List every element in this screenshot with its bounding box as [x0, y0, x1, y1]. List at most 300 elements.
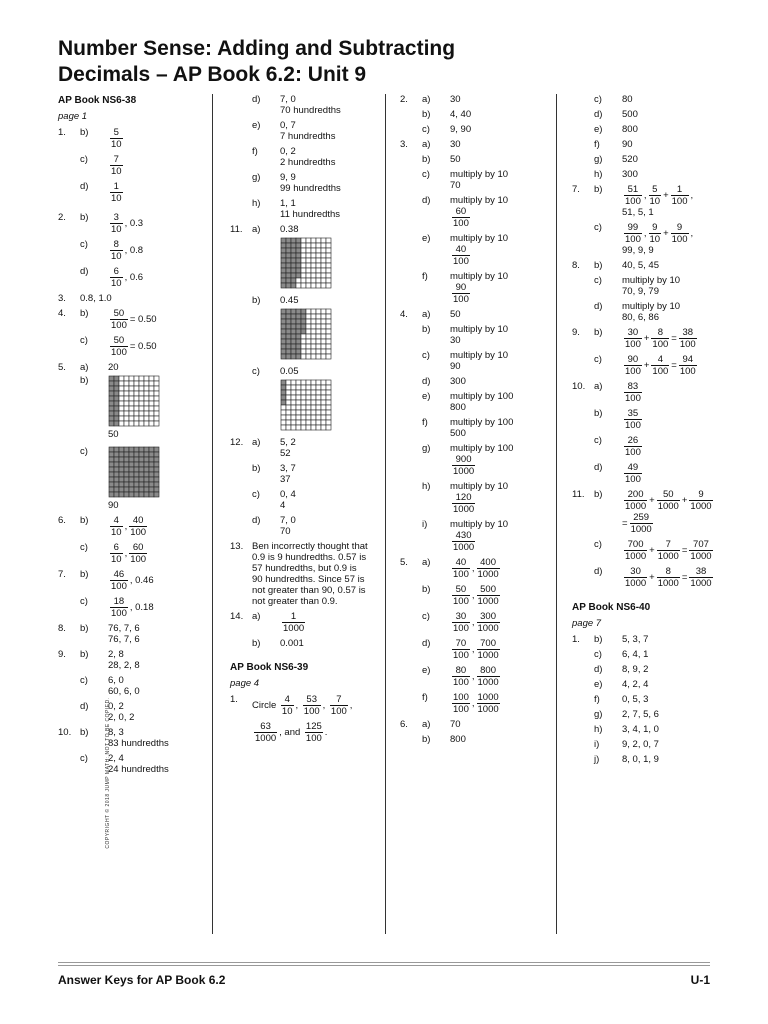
hundred-grid	[108, 446, 160, 498]
grid-cell	[114, 401, 119, 406]
grid-cell	[129, 386, 134, 391]
grid-cell	[154, 421, 159, 426]
grid-cell	[124, 401, 129, 406]
grid-cell	[149, 477, 154, 482]
grid-cell	[149, 472, 154, 477]
grid-cell	[321, 329, 326, 334]
footer-rule	[58, 965, 710, 966]
grid-cell	[326, 420, 331, 425]
grid-cell	[124, 452, 129, 457]
grid-cell	[134, 381, 139, 386]
grid-cell	[154, 406, 159, 411]
grid-cell	[144, 467, 149, 472]
grid-cell	[311, 268, 316, 273]
grid-cell	[281, 400, 286, 405]
grid-cell	[114, 391, 119, 396]
page-label: page 1	[58, 111, 88, 122]
grid-cell	[286, 309, 291, 314]
grid-cell	[154, 401, 159, 406]
grid-cell	[321, 395, 326, 400]
grid-cell	[286, 324, 291, 329]
grid-cell	[119, 462, 124, 467]
grid-cell	[119, 411, 124, 416]
grid-cell	[114, 457, 119, 462]
grid-cell	[124, 381, 129, 386]
grid-cell	[144, 452, 149, 457]
grid-cell	[281, 415, 286, 420]
grid-cell	[301, 268, 306, 273]
grid-cell	[129, 376, 134, 381]
grid-cell	[119, 447, 124, 452]
grid-cell	[144, 421, 149, 426]
grid-cell	[296, 283, 301, 288]
section-heading: AP Book NS6-39	[230, 662, 309, 673]
grid-cell	[149, 447, 154, 452]
grid-cell	[296, 319, 301, 324]
section-heading: AP Book NS6-40	[572, 602, 651, 613]
grid-cell	[286, 268, 291, 273]
grid-cell	[316, 253, 321, 258]
grid-cell	[291, 278, 296, 283]
grid-cell	[291, 273, 296, 278]
grid-cell	[114, 492, 119, 497]
grid-cell	[311, 349, 316, 354]
grid-cell	[311, 238, 316, 243]
grid-cell	[306, 319, 311, 324]
grid-cell	[306, 395, 311, 400]
grid-cell	[311, 410, 316, 415]
grid-cell	[296, 405, 301, 410]
grid-cell	[134, 462, 139, 467]
grid-cell	[129, 406, 134, 411]
grid-cell	[296, 329, 301, 334]
grid-cell	[281, 268, 286, 273]
grid-cell	[286, 238, 291, 243]
grid-cell	[296, 410, 301, 415]
grid-cell	[326, 380, 331, 385]
grid-cell	[114, 376, 119, 381]
grid-cell	[291, 349, 296, 354]
grid-cell	[154, 477, 159, 482]
grid-cell	[124, 386, 129, 391]
grid-cell	[139, 386, 144, 391]
grid-cell	[311, 248, 316, 253]
grid-cell	[119, 376, 124, 381]
grid-cell	[311, 395, 316, 400]
grid-cell	[149, 391, 154, 396]
grid-cell	[286, 425, 291, 430]
grid-cell	[306, 314, 311, 319]
grid-cell	[129, 492, 134, 497]
grid-cell	[306, 354, 311, 359]
grid-cell	[109, 396, 114, 401]
grid-cell	[296, 314, 301, 319]
grid-cell	[301, 248, 306, 253]
grid-cell	[311, 425, 316, 430]
grid-cell	[296, 344, 301, 349]
grid-cell	[149, 482, 154, 487]
fraction: $\frac{3}{10}$	[111, 212, 122, 235]
grid-cell	[311, 405, 316, 410]
grid-cell	[301, 253, 306, 258]
grid-cell	[119, 472, 124, 477]
grid-cell	[296, 253, 301, 258]
grid-cell	[316, 385, 321, 390]
grid-cell	[114, 462, 119, 467]
grid-cell	[316, 425, 321, 430]
grid-cell	[144, 487, 149, 492]
grid-cell	[134, 477, 139, 482]
grid-cell	[286, 385, 291, 390]
grid-cell	[286, 243, 291, 248]
grid-cell	[321, 425, 326, 430]
grid-cell	[316, 238, 321, 243]
grid-cell	[326, 415, 331, 420]
grid-cell	[124, 492, 129, 497]
grid-cell	[129, 457, 134, 462]
grid-cell	[124, 467, 129, 472]
grid-cell	[281, 390, 286, 395]
grid-cell	[326, 349, 331, 354]
grid-cell	[321, 344, 326, 349]
grid-cell	[296, 238, 301, 243]
grid-cell	[301, 390, 306, 395]
grid-cell	[139, 376, 144, 381]
grid-cell	[114, 406, 119, 411]
grid-cell	[119, 396, 124, 401]
grid-cell	[154, 381, 159, 386]
grid-cell	[114, 447, 119, 452]
grid-cell	[139, 447, 144, 452]
grid-cell	[291, 243, 296, 248]
grid-cell	[321, 380, 326, 385]
grid-cell	[296, 425, 301, 430]
grid-cell	[281, 309, 286, 314]
grid-cell	[301, 420, 306, 425]
grid-cell	[306, 283, 311, 288]
grid-cell	[326, 268, 331, 273]
grid-cell	[139, 391, 144, 396]
grid-cell	[321, 415, 326, 420]
grid-cell	[114, 477, 119, 482]
grid-cell	[306, 339, 311, 344]
grid-cell	[129, 396, 134, 401]
grid-cell	[154, 396, 159, 401]
grid-cell	[149, 386, 154, 391]
grid-cell	[296, 334, 301, 339]
grid-cell	[291, 324, 296, 329]
grid-cell	[144, 447, 149, 452]
grid-cell	[144, 416, 149, 421]
grid-cell	[291, 415, 296, 420]
grid-cell	[134, 386, 139, 391]
grid-cell	[119, 391, 124, 396]
grid-cell	[281, 344, 286, 349]
grid-cell	[326, 314, 331, 319]
grid-cell	[301, 309, 306, 314]
grid-cell	[321, 324, 326, 329]
grid-cell	[326, 410, 331, 415]
grid-cell	[321, 339, 326, 344]
grid-cell	[301, 243, 306, 248]
fraction: $\frac{50}{100}$	[111, 308, 127, 331]
grid-cell	[134, 396, 139, 401]
grid-cell	[286, 329, 291, 334]
grid-cell	[139, 452, 144, 457]
grid-cell	[149, 416, 154, 421]
grid-cell	[306, 349, 311, 354]
grid-cell	[154, 411, 159, 416]
grid-cell	[291, 380, 296, 385]
grid-cell	[311, 390, 316, 395]
grid-cell	[129, 472, 134, 477]
grid-cell	[124, 376, 129, 381]
grid-cell	[291, 314, 296, 319]
grid-cell	[114, 482, 119, 487]
grid-cell	[306, 415, 311, 420]
grid-cell	[281, 319, 286, 324]
grid-cell	[281, 354, 286, 359]
grid-cell	[134, 452, 139, 457]
grid-cell	[286, 344, 291, 349]
grid-cell	[139, 421, 144, 426]
grid-cell	[316, 380, 321, 385]
grid-cell	[301, 405, 306, 410]
grid-cell	[296, 339, 301, 344]
grid-cell	[114, 396, 119, 401]
grid-cell	[119, 482, 124, 487]
grid-cell	[286, 420, 291, 425]
grid-cell	[134, 406, 139, 411]
grid-cell	[291, 420, 296, 425]
grid-cell	[144, 376, 149, 381]
grid-cell	[316, 400, 321, 405]
grid-cell	[311, 334, 316, 339]
grid-cell	[124, 487, 129, 492]
grid-cell	[316, 410, 321, 415]
grid-cell	[134, 457, 139, 462]
grid-cell	[124, 472, 129, 477]
grid-cell	[296, 400, 301, 405]
grid-cell	[286, 395, 291, 400]
grid-cell	[149, 487, 154, 492]
fraction: $\frac{5}{10}$	[111, 127, 122, 150]
grid-cell	[119, 477, 124, 482]
grid-cell	[321, 309, 326, 314]
grid-cell	[281, 253, 286, 258]
grid-cell	[144, 386, 149, 391]
grid-cell	[316, 283, 321, 288]
grid-cell	[114, 416, 119, 421]
grid-cell	[149, 411, 154, 416]
grid-cell	[154, 376, 159, 381]
grid-cell	[291, 395, 296, 400]
grid-cell	[114, 487, 119, 492]
grid-cell	[321, 314, 326, 319]
grid-cell	[109, 482, 114, 487]
grid-cell	[321, 390, 326, 395]
grid-cell	[114, 467, 119, 472]
grid-cell	[291, 258, 296, 263]
grid-cell	[139, 487, 144, 492]
grid-cell	[109, 457, 114, 462]
grid-cell	[144, 457, 149, 462]
grid-cell	[321, 268, 326, 273]
grid-cell	[124, 391, 129, 396]
grid-cell	[286, 415, 291, 420]
column-1: AP Book NS6-38 page 1 1. b) $\frac{5}{10}$ c) $\frac{7}{10}$ d) $\frac{1}{10}$ 2. b) $\frac{3}{10}$ , 0.3 c) $\frac{8}{10}$ , 0.8 d) $\frac{6}{10}$ , 0.6 3. 0.8, 1.0 4. b) $\frac{50}{100}$ = 0.50 c) $\frac{50}{100}$ = 0.50 5. a) 20 b) 50 c) 90 6. b) $\frac{4}{10}$ , $\frac{40}{100}$ c) $\frac{6}{10}$ , $\frac{60}{100}$ 7. b) $\frac{46}{100}$ , 0.46 c) $\frac{18}{100}$ , 0.18 8. b) 76, 7, 6 76, 7, 6 9. b) 2, 8 28, 2, 8 c) 6, 0 60, 6, 0 d) 0, 2 2, 0, 2 10. b) 8, 3 83 hundredths c) 2, 4 24 hundredths	[58, 94, 208, 775]
grid-cell	[296, 385, 301, 390]
grid-cell	[316, 278, 321, 283]
grid-cell	[296, 273, 301, 278]
grid-cell	[311, 329, 316, 334]
grid-cell	[326, 395, 331, 400]
grid-cell	[109, 487, 114, 492]
grid-cell	[296, 390, 301, 395]
grid-cell	[119, 487, 124, 492]
grid-cell	[281, 349, 286, 354]
grid-cell	[154, 482, 159, 487]
grid-cell	[154, 452, 159, 457]
grid-cell	[306, 248, 311, 253]
grid-cell	[144, 411, 149, 416]
grid-cell	[149, 376, 154, 381]
section-heading: AP Book NS6-38	[58, 95, 137, 106]
grid-cell	[321, 253, 326, 258]
grid-cell	[109, 477, 114, 482]
grid-cell	[139, 462, 144, 467]
grid-cell	[301, 263, 306, 268]
grid-cell	[139, 467, 144, 472]
grid-cell	[119, 416, 124, 421]
grid-cell	[316, 349, 321, 354]
grid-cell	[311, 258, 316, 263]
grid-cell	[306, 268, 311, 273]
grid-cell	[144, 462, 149, 467]
grid-cell	[281, 405, 286, 410]
grid-cell	[124, 457, 129, 462]
grid-cell	[134, 472, 139, 477]
grid-cell	[149, 421, 154, 426]
grid-cell	[149, 462, 154, 467]
grid-cell	[281, 263, 286, 268]
grid-cell	[281, 238, 286, 243]
grid-cell	[311, 344, 316, 349]
grid-cell	[326, 344, 331, 349]
grid-cell	[326, 334, 331, 339]
grid-cell	[129, 462, 134, 467]
grid-cell	[154, 416, 159, 421]
grid-cell	[316, 334, 321, 339]
grid-cell	[316, 309, 321, 314]
grid-cell	[316, 263, 321, 268]
grid-cell	[321, 385, 326, 390]
grid-cell	[311, 278, 316, 283]
grid-cell	[281, 243, 286, 248]
grid-cell	[326, 309, 331, 314]
grid-cell	[109, 411, 114, 416]
grid-cell	[291, 248, 296, 253]
fraction: $\frac{6}{10}$	[111, 266, 122, 289]
grid-cell	[306, 420, 311, 425]
grid-cell	[139, 492, 144, 497]
grid-cell	[291, 410, 296, 415]
grid-cell	[149, 452, 154, 457]
grid-cell	[301, 324, 306, 329]
grid-cell	[321, 243, 326, 248]
grid-cell	[134, 401, 139, 406]
grid-cell	[129, 401, 134, 406]
hundred-grid	[108, 375, 160, 427]
grid-cell	[286, 248, 291, 253]
grid-cell	[316, 354, 321, 359]
grid-cell	[144, 492, 149, 497]
grid-cell	[326, 354, 331, 359]
grid-cell	[154, 472, 159, 477]
grid-cell	[109, 416, 114, 421]
grid-cell	[321, 238, 326, 243]
grid-cell	[114, 411, 119, 416]
grid-cell	[311, 324, 316, 329]
grid-cell	[326, 339, 331, 344]
grid-cell	[306, 329, 311, 334]
grid-cell	[321, 410, 326, 415]
grid-cell	[119, 386, 124, 391]
grid-cell	[286, 319, 291, 324]
grid-cell	[311, 420, 316, 425]
grid-cell	[301, 283, 306, 288]
grid-cell	[291, 354, 296, 359]
grid-cell	[139, 482, 144, 487]
grid-cell	[306, 385, 311, 390]
grid-cell	[321, 278, 326, 283]
grid-cell	[109, 467, 114, 472]
grid-cell	[149, 457, 154, 462]
footer-title: Answer Keys for AP Book 6.2	[58, 973, 226, 987]
grid-cell	[149, 396, 154, 401]
grid-cell	[124, 447, 129, 452]
grid-cell	[301, 380, 306, 385]
grid-cell	[311, 253, 316, 258]
grid-cell	[291, 400, 296, 405]
column-divider	[212, 94, 213, 934]
grid-cell	[301, 278, 306, 283]
grid-cell	[306, 380, 311, 385]
grid-cell	[321, 405, 326, 410]
grid-cell	[286, 278, 291, 283]
grid-cell	[301, 400, 306, 405]
grid-cell	[134, 492, 139, 497]
grid-cell	[311, 273, 316, 278]
grid-cell	[306, 309, 311, 314]
grid-cell	[326, 248, 331, 253]
grid-cell	[311, 309, 316, 314]
hundred-grid	[280, 308, 332, 360]
grid-cell	[144, 477, 149, 482]
grid-cell	[326, 324, 331, 329]
grid-cell	[316, 415, 321, 420]
grid-cell	[149, 381, 154, 386]
footer-rule	[58, 962, 710, 963]
grid-cell	[139, 401, 144, 406]
grid-cell	[311, 400, 316, 405]
grid-cell	[109, 462, 114, 467]
grid-cell	[281, 329, 286, 334]
grid-cell	[301, 344, 306, 349]
grid-cell	[124, 406, 129, 411]
grid-cell	[321, 263, 326, 268]
grid-cell	[109, 472, 114, 477]
